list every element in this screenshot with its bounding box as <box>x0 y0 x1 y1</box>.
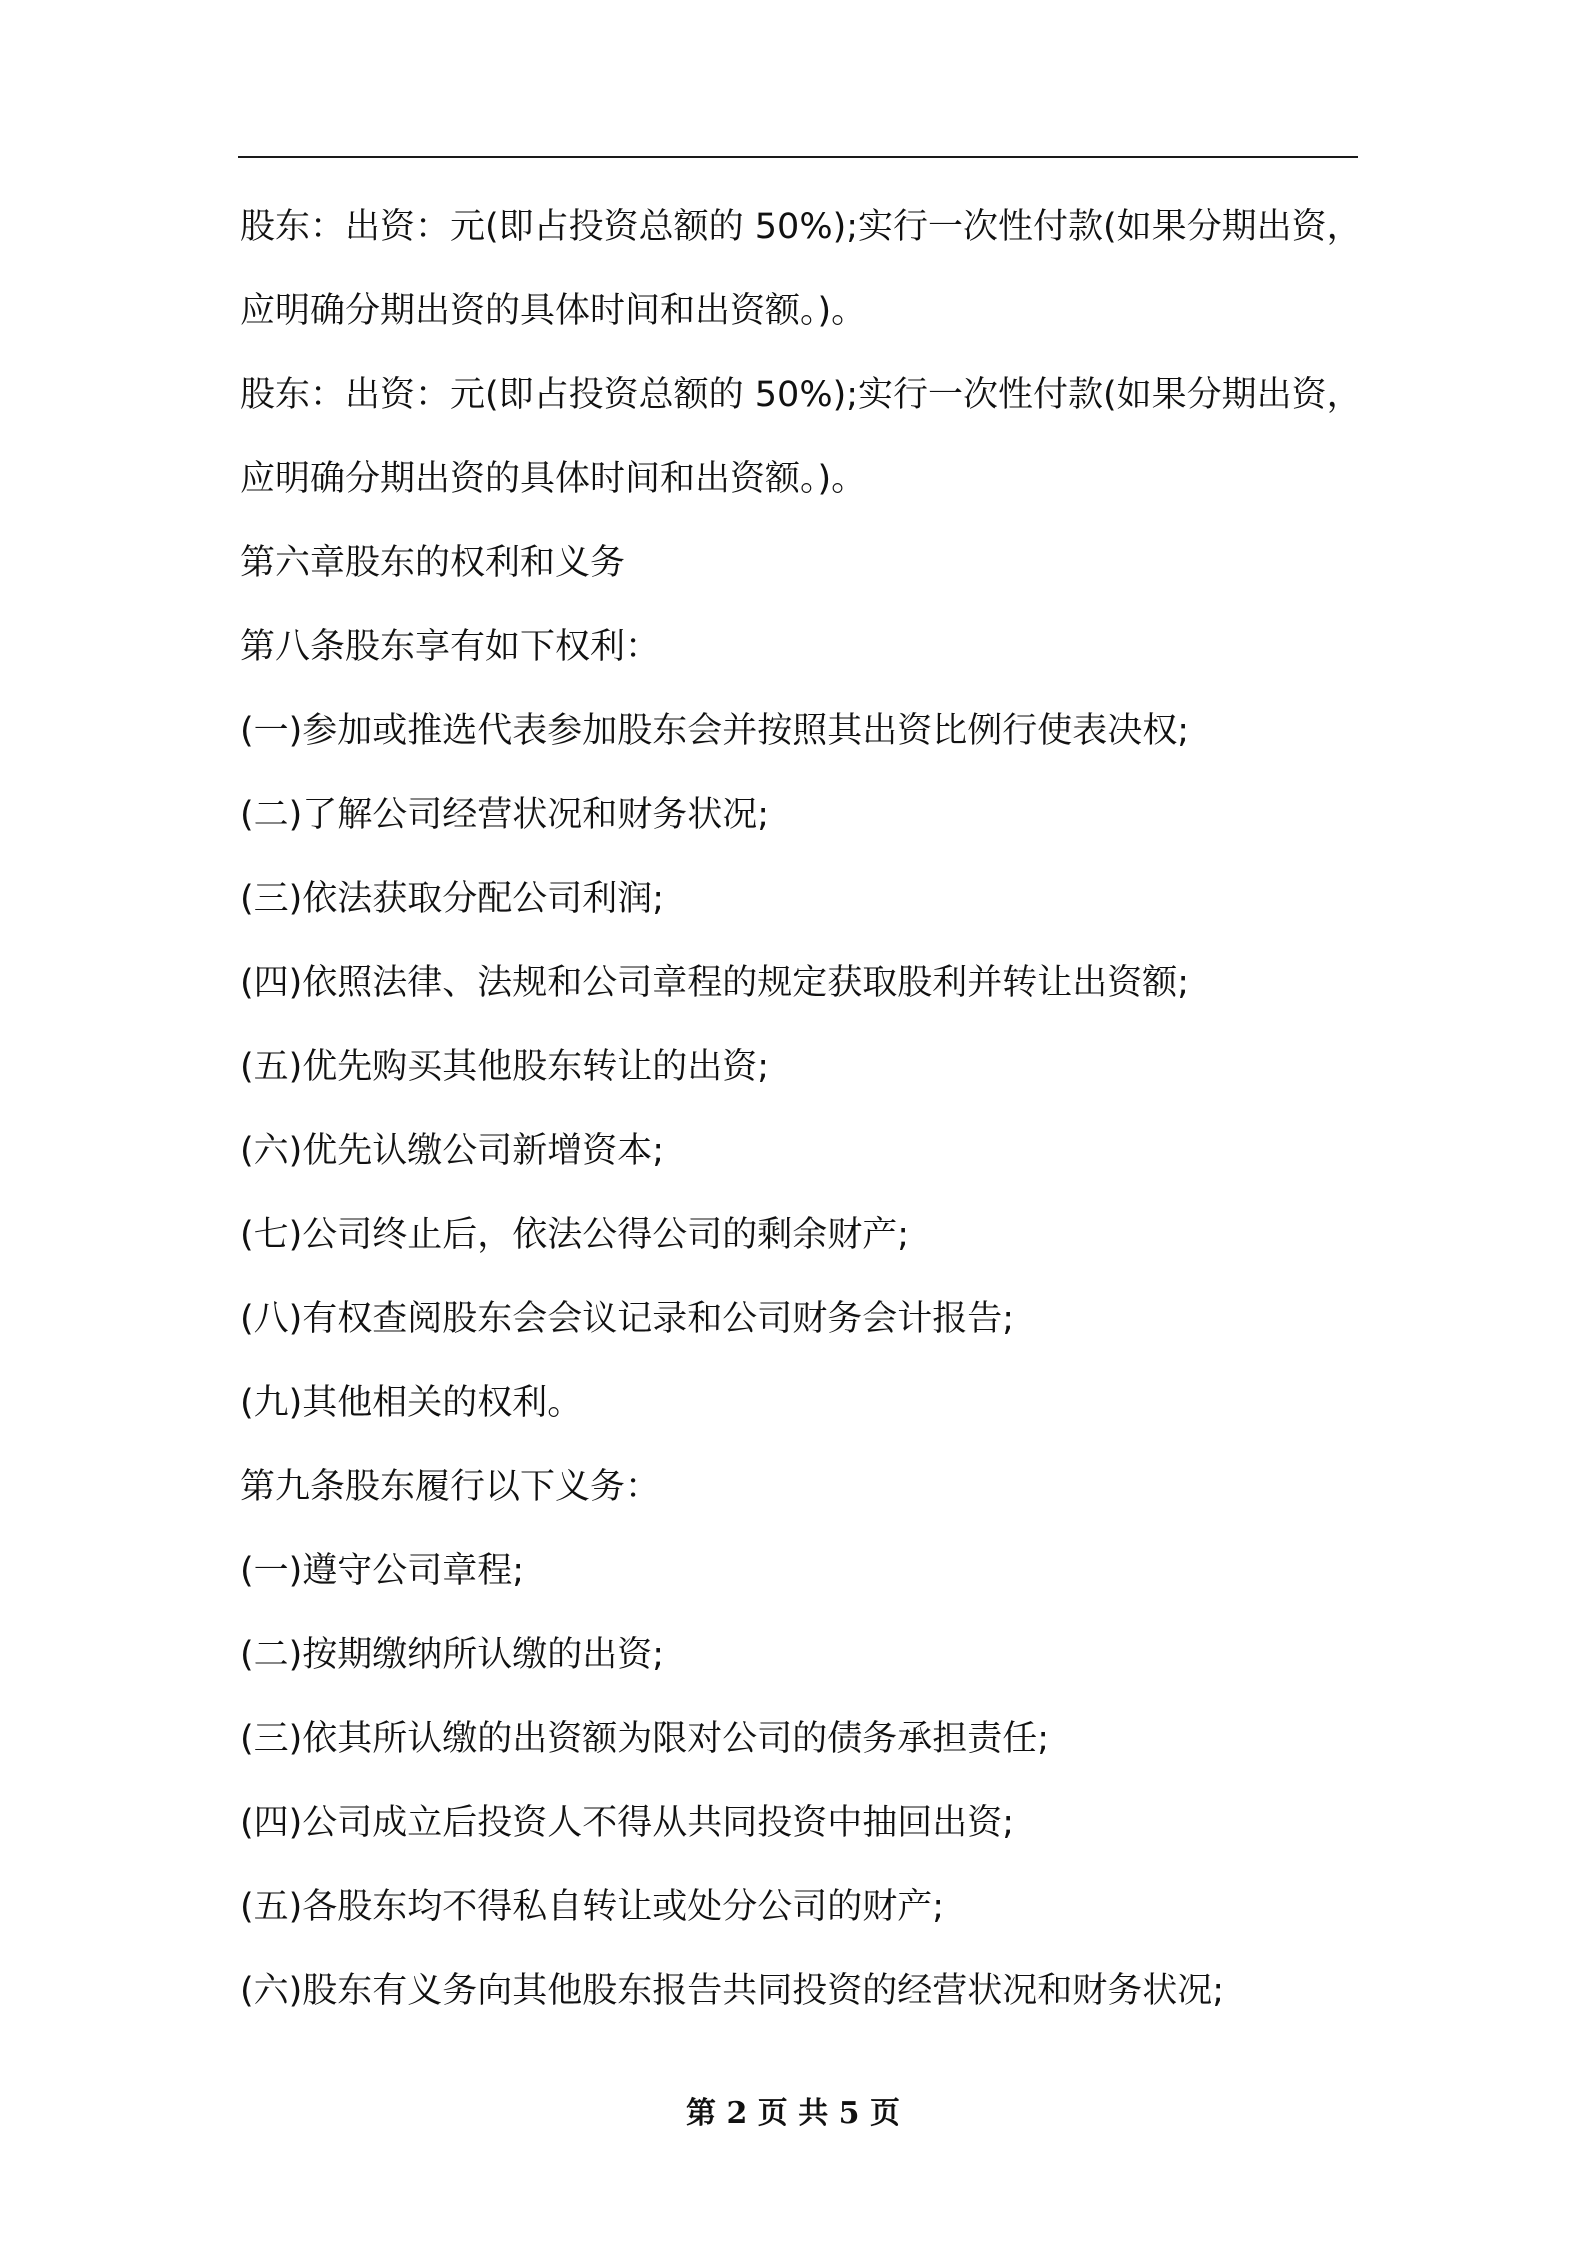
page-number: 第 2 页 共 5 页 <box>686 2096 900 2131</box>
rights-item: (八)有权查阅股东会会议记录和公司财务会计报告; <box>240 1299 1015 1339</box>
rights-item: (一)参加或推选代表参加股东会并按照其出资比例行使表决权; <box>240 711 1190 751</box>
rights-item: (五)优先购买其他股东转让的出资; <box>240 1047 770 1087</box>
obligations-item: (二)按期缴纳所认缴的出资; <box>240 1635 665 1675</box>
rights-item: (四)依照法律、法规和公司章程的规定获取股利并转让出资额; <box>240 963 1190 1003</box>
obligations-item: (五)各股东均不得私自转让或处分公司的财产; <box>240 1887 945 1927</box>
obligations-item: (三)依其所认缴的出资额为限对公司的债务承担责任; <box>240 1719 1050 1759</box>
paragraph-shareholder-contribution-2: 股东：出资：元(即占投资总额的 50%);实行一次性付款(如果分期出资，应明确分期出资的具体时间和出资额。)。 <box>240 375 1362 499</box>
article-8-heading: 第八条股东享有如下权利： <box>240 627 661 667</box>
paragraph-shareholder-contribution-1: 股东：出资：元(即占投资总额的 50%);实行一次性付款(如果分期出资，应明确分期出资的具体时间和出资额。)。 <box>240 207 1362 331</box>
rights-item: (六)优先认缴公司新增资本; <box>240 1131 665 1171</box>
rights-item: (七)公司终止后，依法公得公司的剩余财产; <box>240 1215 910 1255</box>
chapter-heading: 第六章股东的权利和义务 <box>240 543 626 583</box>
obligations-item: (一)遵守公司章程; <box>240 1551 525 1591</box>
rights-item: (三)依法获取分配公司利润; <box>240 879 665 919</box>
obligations-item: (六)股东有义务向其他股东报告共同投资的经营状况和财务状况; <box>240 1971 1225 2011</box>
document-body <box>240 185 1370 2033</box>
article-9-heading: 第九条股东履行以下义务： <box>240 1467 661 1507</box>
rights-item: (二)了解公司经营状况和财务状况; <box>240 795 770 835</box>
header-divider <box>238 156 1358 158</box>
rights-item: (九)其他相关的权利。 <box>240 1383 583 1423</box>
obligations-item: (四)公司成立后投资人不得从共同投资中抽回出资; <box>240 1803 1015 1843</box>
